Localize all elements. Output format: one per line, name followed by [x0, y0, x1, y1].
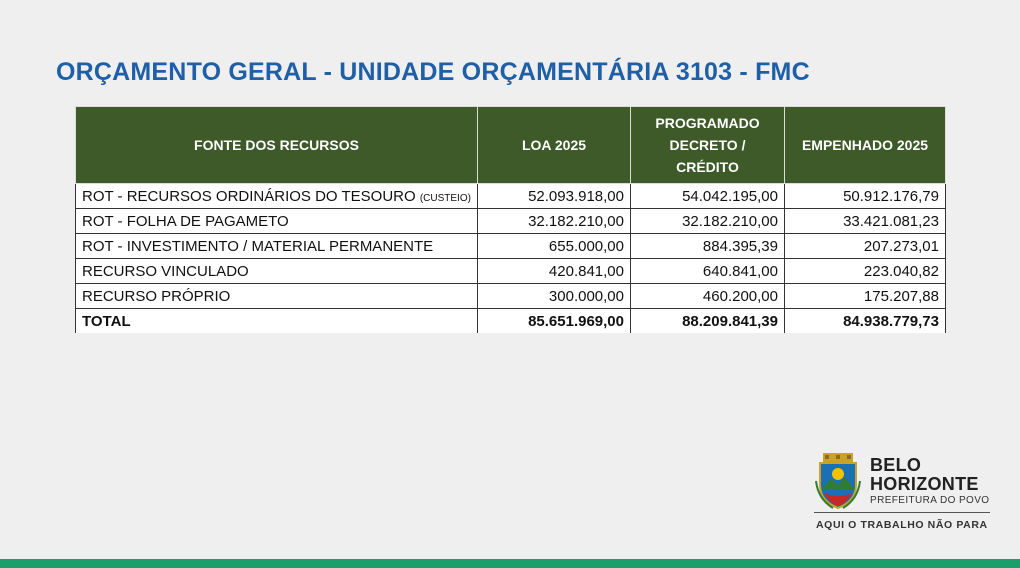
total-label: TOTAL [76, 309, 478, 334]
header-empenhado: EMPENHADO 2025 [785, 107, 946, 184]
table-row [76, 209, 946, 234]
total-empenhado: 84.938.779,73 [785, 309, 946, 334]
row-loa: 420.841,00 [478, 259, 631, 284]
row-empenhado: 223.040,82 [785, 259, 946, 284]
total-loa: 85.651.969,00 [478, 309, 631, 334]
logo-tagline: AQUI O TRABALHO NÃO PARA [816, 519, 988, 531]
row-empenhado: 50.912.176,79 [785, 184, 946, 209]
row-loa: 300.000,00 [478, 284, 631, 309]
logo-subtitle: PREFEITURA DO POVO [870, 495, 990, 506]
row-loa: 655.000,00 [478, 234, 631, 259]
row-empenhado: 207.273,01 [785, 234, 946, 259]
logo-text-belo: BELO [870, 455, 922, 475]
row-programado: 460.200,00 [631, 284, 785, 309]
total-programado: 88.209.841,39 [631, 309, 785, 334]
table-row [76, 259, 946, 284]
row-programado: 884.395,39 [631, 234, 785, 259]
table-total-row [76, 309, 946, 334]
row-loa: 52.093.918,00 [478, 184, 631, 209]
city-crest-icon [815, 453, 861, 509]
table-row [76, 234, 946, 259]
table-header-row [76, 107, 946, 184]
row-source: ROT - RECURSOS ORDINÁRIOS DO TESOURO (CUSTEIO) [76, 184, 478, 209]
table-row [76, 284, 946, 309]
row-empenhado: 175.207,88 [785, 284, 946, 309]
row-loa: 32.182.210,00 [478, 209, 631, 234]
row-source: ROT - INVESTIMENTO / MATERIAL PERMANENTE [76, 234, 478, 259]
logo-text-horizonte: HORIZONTE [870, 474, 979, 494]
bottom-accent-bar [0, 559, 1020, 568]
budget-table [75, 106, 946, 333]
row-programado: 54.042.195,00 [631, 184, 785, 209]
row-source: RECURSO VINCULADO [76, 259, 478, 284]
header-source: FONTE DOS RECURSOS [76, 107, 478, 184]
header-loa: LOA 2025 [478, 107, 631, 184]
row-empenhado: 33.421.081,23 [785, 209, 946, 234]
prefeitura-logo [812, 450, 992, 535]
header-programado: PROGRAMADO DECRETO / CRÉDITO [631, 107, 785, 184]
row-source: RECURSO PRÓPRIO [76, 284, 478, 309]
row-programado: 32.182.210,00 [631, 209, 785, 234]
logo-divider [814, 512, 990, 513]
page-title: ORÇAMENTO GERAL - UNIDADE ORÇAMENTÁRIA 3103 - FMC [56, 58, 810, 86]
table-row [76, 184, 946, 209]
row-programado: 640.841,00 [631, 259, 785, 284]
row-source: ROT - FOLHA DE PAGAMETO [76, 209, 478, 234]
